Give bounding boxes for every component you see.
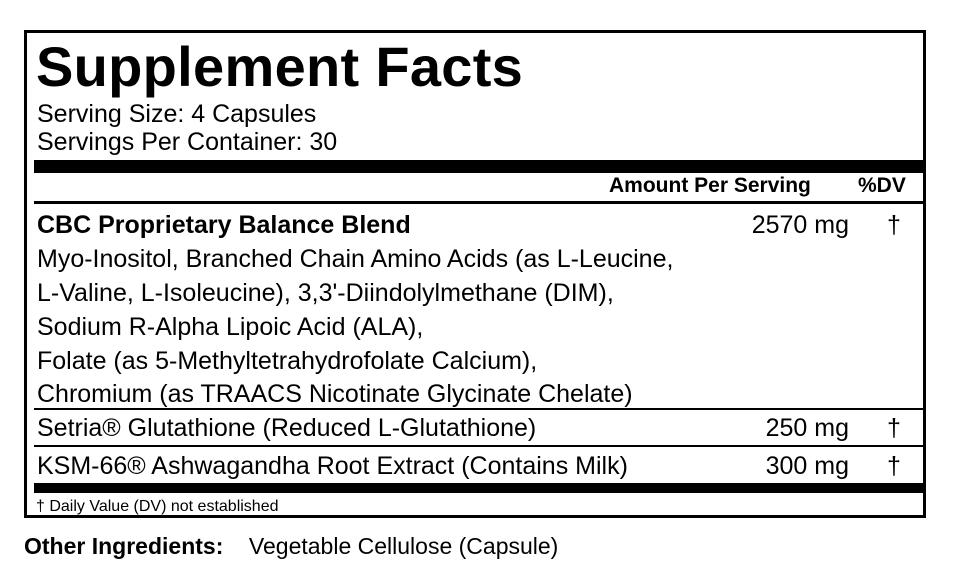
blend-ingredients-line-4: Folate (as 5-Methyltetrahydrofolate Calcium), [37,347,538,375]
header-divider [34,201,923,204]
serving-size: Serving Size: 4 Capsules [37,100,317,128]
glutathione-amount: 250 mg [765,414,849,442]
glutathione-name: Setria® Glutathione (Reduced L-Glutathione) [37,414,537,442]
other-ingredients [24,532,558,560]
servings-per-container: Servings Per Container: 30 [37,128,338,156]
thick-divider-top [34,160,923,173]
blend-ingredients-line-2: L-Valine, L-Isoleucine), 3,3'-Diindolylmethane (DIM), [37,279,614,307]
thick-divider-bottom [34,483,923,493]
glutathione-dv-dagger: † [887,414,901,442]
panel-title: Supplement Facts [36,35,524,98]
ashwagandha-name: KSM-66® Ashwagandha Root Extract (Contains Milk) [37,452,628,480]
blend-ingredients-line-5: Chromium (as TRAACS Nicotinate Glycinate Chelate) [37,380,633,408]
other-ingredients-spacer [230,533,243,559]
blend-ingredients-line-3: Sodium R-Alpha Lipoic Acid (ALA), [37,313,424,341]
other-ingredients-label: Other Ingredients: [24,533,224,559]
supplement-facts-panel [24,30,926,518]
other-ingredients-value: Vegetable Cellulose (Capsule) [248,533,559,559]
blend-amount: 2570 mg [751,211,849,239]
blend-ingredients-line-1: Myo-Inositol, Branched Chain Amino Acids (as L-Leucine, [37,245,674,273]
row-divider-2 [34,445,923,447]
ashwagandha-amount: 300 mg [765,452,849,480]
ashwagandha-dv-dagger: † [887,452,901,480]
blend-name: CBC Proprietary Balance Blend [37,211,411,239]
amount-per-serving-header: Amount Per Serving [609,174,811,197]
daily-value-header: %DV [858,174,906,197]
blend-dv-dagger: † [887,211,901,239]
daily-value-footnote: † Daily Value (DV) not established [36,498,279,515]
row-divider-1 [34,408,923,410]
